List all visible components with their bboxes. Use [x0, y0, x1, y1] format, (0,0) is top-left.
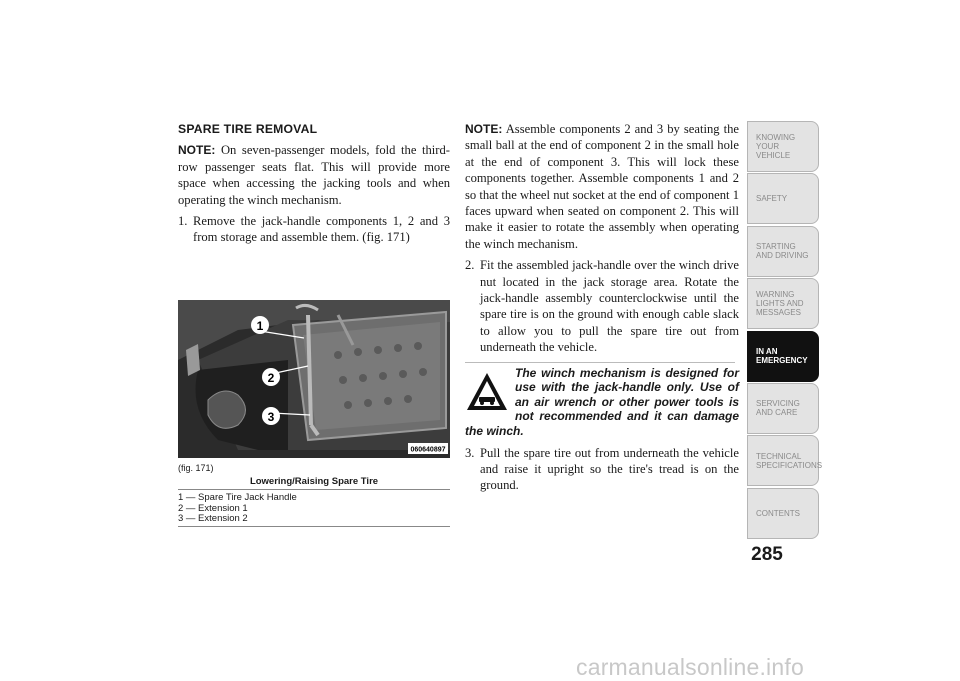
legend-top-rule — [178, 489, 450, 490]
tab-contents[interactable] — [747, 488, 819, 539]
step-number: 1. — [178, 214, 188, 229]
warning-triangle-icon — [465, 370, 509, 414]
step-2 — [465, 257, 739, 355]
tab-technical-specifications[interactable] — [747, 435, 823, 486]
tab-safety[interactable] — [747, 173, 819, 224]
tab-in-an-emergency[interactable] — [747, 331, 819, 382]
legend-bottom-rule — [178, 526, 450, 527]
warning-rule — [465, 362, 735, 363]
note-label: NOTE: — [465, 122, 503, 136]
tab-knowing-your-vehicle[interactable] — [747, 121, 819, 172]
step-text: Fit the assembled jack-handle over the winch drive nut located in the jack storage area. Rotate the jack-handle assembly counterclockwise until the spare tire is on the ground with enough cable slack to allow you to pull the spare tire out from underneath the vehicle. — [480, 258, 739, 355]
note-text: On seven-passenger models, fold the third-row passenger seats flat. This will provide more space when accessing the jacking tools and when operating the winch mechanism. — [178, 143, 450, 207]
watermark: carmanualsonline.info — [576, 654, 804, 680]
figure-image — [178, 300, 450, 458]
callout-1: 1 — [256, 319, 264, 333]
right-column — [465, 121, 739, 498]
step-number: 3. — [465, 445, 475, 460]
step-text: Pull the spare tire out from underneath the vehicle and raise it upright so the tire's tread is on the ground. — [480, 445, 739, 493]
tab-label: WARNING LIGHTS AND MESSAGES — [756, 290, 804, 318]
note-text: Assemble components 2 and 3 by seating the small ball at the end of component 2 in the small hole at the end of component 3. This will lock these components together. Assemble components 1 and 2 so that the wheel nut socket at the end of component 1 faces upward when seated on component 2. This will make it easier to rotate the assembly when operating the winch mechanism. — [465, 122, 739, 251]
figure-reference: (fig. 171) — [178, 463, 214, 473]
tab-label: SAFETY — [756, 194, 788, 204]
tab-label: CONTENTS — [756, 508, 800, 518]
image-code: 060640897 — [410, 446, 446, 454]
step-3 — [465, 445, 739, 494]
legend-item: 1 — Spare Tire Jack Handle — [178, 492, 297, 503]
tab-label: KNOWING YOUR VEHICLE — [756, 133, 796, 160]
note-paragraph — [178, 142, 450, 208]
note-paragraph — [465, 121, 739, 252]
page-number: 285 — [751, 544, 783, 565]
legend-item: 2 — Extension 1 — [178, 502, 248, 514]
tab-label: STARTING AND DRIVING — [756, 242, 809, 261]
chapter-tabs — [747, 121, 823, 540]
figure-legend — [178, 493, 297, 525]
note-label: NOTE: — [178, 143, 216, 158]
tab-label: TECHNICAL SPECIFICATIONS — [756, 451, 823, 470]
callout-3: 3 — [267, 410, 275, 424]
legend-item: 3 — Extension 2 — [178, 513, 248, 525]
tab-servicing-and-care[interactable] — [747, 383, 819, 434]
trunk-illustration — [178, 300, 450, 458]
tab-starting-and-driving[interactable] — [747, 226, 819, 277]
tab-warning-lights[interactable] — [747, 278, 819, 329]
callout-2: 2 — [267, 371, 275, 385]
warning-box — [465, 362, 739, 439]
step-1 — [178, 213, 450, 246]
step-text: Remove the jack-handle components 1, 2 and 3 from storage and assemble them. (fig. 171) — [193, 214, 450, 245]
section-heading: SPARE TIRE REMOVAL — [178, 122, 318, 136]
figure-caption: Lowering/Raising Spare Tire — [249, 476, 379, 487]
tab-label: IN AN EMERGENCY — [756, 347, 808, 366]
tab-label: SERVICING AND CARE — [756, 399, 800, 418]
left-column — [178, 121, 450, 250]
step-number: 2. — [465, 258, 475, 273]
warning-text: The winch mechanism is designed for use with the jack-handle only. Use of an air wrench or other power tools is not recommended and it can damage the winch. — [465, 365, 739, 439]
